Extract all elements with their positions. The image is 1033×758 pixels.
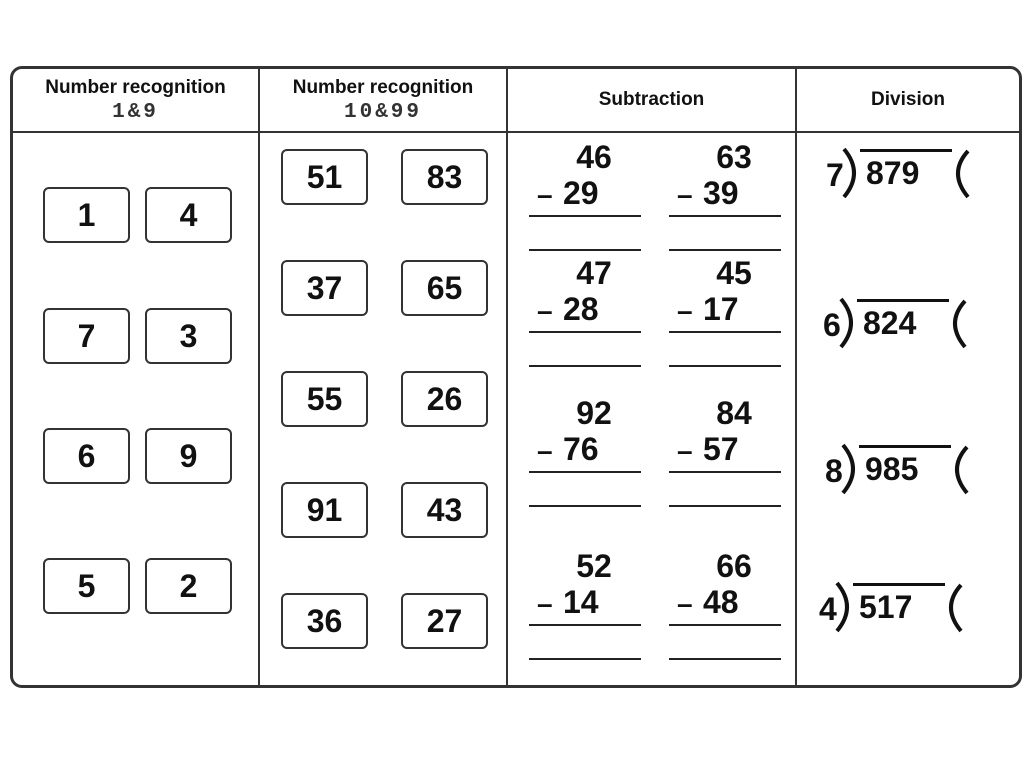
- header-title: Number recognition: [45, 77, 226, 98]
- division-bracket-icon: [839, 443, 865, 495]
- answer-line: [529, 471, 641, 473]
- minus-sign: –: [677, 179, 693, 210]
- number-box: 55: [281, 371, 368, 427]
- number-box: 43: [401, 482, 488, 538]
- division-tail-icon: [937, 583, 965, 633]
- minus-sign: –: [537, 295, 553, 326]
- answer-line: [529, 249, 641, 251]
- number-box: 83: [401, 149, 488, 205]
- division-tail-icon: [944, 149, 972, 199]
- worksheet-table: [10, 66, 1022, 688]
- minuend: 47: [576, 255, 612, 291]
- answer-line: [669, 331, 781, 333]
- minuend: 92: [576, 395, 612, 431]
- subtraction-problem: [529, 548, 641, 622]
- division-problem: [819, 581, 969, 633]
- division-tail-icon: [941, 299, 969, 349]
- subtrahend: 29: [563, 175, 599, 211]
- number-box: 36: [281, 593, 368, 649]
- answer-line: [529, 624, 641, 626]
- header-range: 10&99: [343, 101, 422, 124]
- subtraction-problem: [529, 255, 641, 329]
- division-problem: [823, 297, 973, 349]
- number-box: 91: [281, 482, 368, 538]
- division-problem: [826, 147, 976, 199]
- answer-line: [529, 331, 641, 333]
- subtraction-problem: [669, 139, 781, 213]
- answer-line: [669, 365, 781, 367]
- number-box: 4: [145, 187, 232, 243]
- subtrahend: 76: [563, 431, 599, 467]
- division-problem: [825, 443, 975, 495]
- subtrahend: 39: [703, 175, 739, 211]
- dividend: 879: [866, 155, 920, 191]
- header-title: Division: [871, 89, 945, 110]
- number-box: 7: [43, 308, 130, 364]
- subtraction-problem: [529, 139, 641, 213]
- answer-line: [669, 505, 781, 507]
- number-box: 6: [43, 428, 130, 484]
- header-number-recognition-10-99: [260, 69, 506, 131]
- subtraction-problem: [669, 548, 781, 622]
- subtrahend: 28: [563, 291, 599, 327]
- division-bar: [857, 299, 949, 302]
- division-bar: [860, 149, 952, 152]
- subtraction-problem: [669, 395, 781, 469]
- divisor: 8: [825, 453, 843, 489]
- minuend: 52: [576, 548, 612, 584]
- answer-line: [669, 624, 781, 626]
- division-bar: [853, 583, 945, 586]
- minus-sign: –: [677, 295, 693, 326]
- answer-line: [529, 215, 641, 217]
- answer-line: [669, 215, 781, 217]
- division-bar: [859, 445, 951, 448]
- minus-sign: –: [677, 588, 693, 619]
- number-box: 65: [401, 260, 488, 316]
- column-divider: [506, 69, 508, 685]
- minuend: 45: [716, 255, 752, 291]
- header-division: [797, 69, 1019, 131]
- minuend: 63: [716, 139, 752, 175]
- minuend: 66: [716, 548, 752, 584]
- header-divider: [13, 131, 1019, 133]
- answer-line: [529, 658, 641, 660]
- subtrahend: 17: [703, 291, 739, 327]
- divisor: 7: [826, 157, 844, 193]
- dividend: 824: [863, 305, 917, 341]
- number-box: 27: [401, 593, 488, 649]
- header-number-recognition-1-9: [13, 69, 258, 131]
- header-title: Subtraction: [598, 89, 705, 110]
- subtrahend: 48: [703, 584, 739, 620]
- column-divider: [795, 69, 797, 685]
- header-subtraction: [508, 69, 795, 131]
- minus-sign: –: [537, 179, 553, 210]
- division-bracket-icon: [833, 581, 859, 633]
- header-title: Number recognition: [292, 77, 474, 98]
- division-bracket-icon: [837, 297, 863, 349]
- number-box: 3: [145, 308, 232, 364]
- number-box: 2: [145, 558, 232, 614]
- answer-line: [669, 658, 781, 660]
- header-range: 1&9: [112, 101, 159, 124]
- number-box: 37: [281, 260, 368, 316]
- subtraction-problem: [529, 395, 641, 469]
- answer-line: [529, 505, 641, 507]
- minus-sign: –: [537, 435, 553, 466]
- number-box: 1: [43, 187, 130, 243]
- dividend: 517: [859, 589, 913, 625]
- divisor: 6: [823, 307, 841, 343]
- number-box: 51: [281, 149, 368, 205]
- division-tail-icon: [943, 445, 971, 495]
- column-divider: [258, 69, 260, 685]
- answer-line: [669, 471, 781, 473]
- subtrahend: 14: [563, 584, 599, 620]
- divisor: 4: [819, 591, 837, 627]
- minuend: 84: [716, 395, 752, 431]
- minus-sign: –: [537, 588, 553, 619]
- number-box: 5: [43, 558, 130, 614]
- division-bracket-icon: [840, 147, 866, 199]
- subtrahend: 57: [703, 431, 739, 467]
- answer-line: [669, 249, 781, 251]
- answer-line: [529, 365, 641, 367]
- number-box: 26: [401, 371, 488, 427]
- minus-sign: –: [677, 435, 693, 466]
- minuend: 46: [576, 139, 612, 175]
- number-box: 9: [145, 428, 232, 484]
- subtraction-problem: [669, 255, 781, 329]
- dividend: 985: [865, 451, 919, 487]
